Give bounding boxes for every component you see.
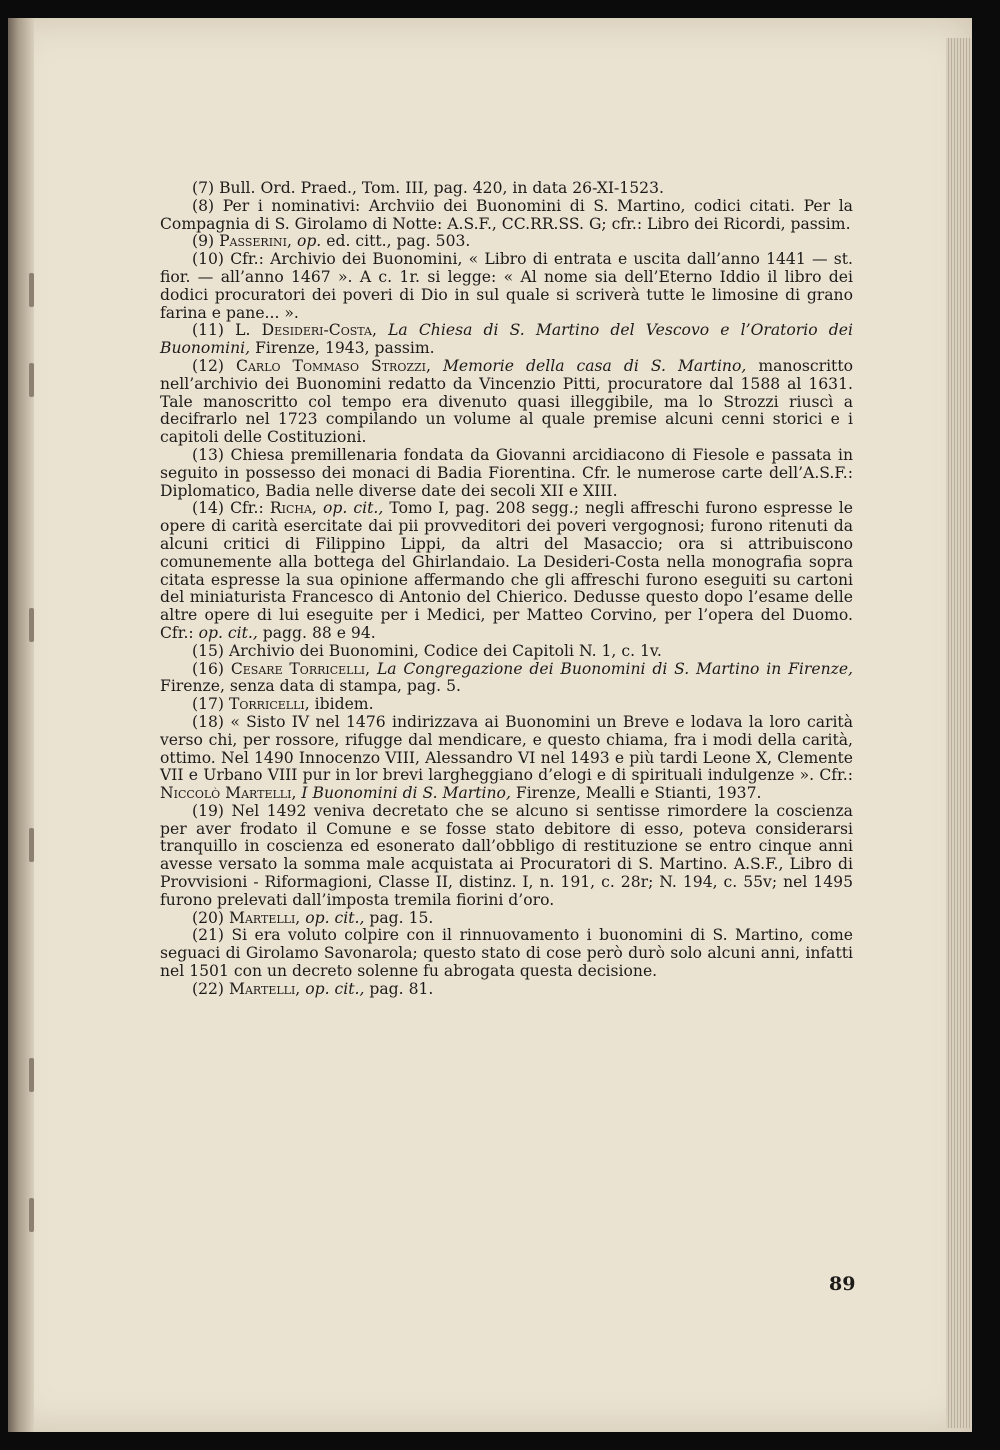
work-title: La Chiesa di S. Martino del Vescovo e l’Oratorio dei Buonomini, bbox=[160, 321, 853, 358]
binding-stitch bbox=[29, 608, 34, 642]
footnote-14: (14) Cfr.: Richa, op. cit., Tomo I, pag. 208 segg.; negli affreschi furono espresse le opere di carità esercitate dai pii provveditori dei poveri vergognosi; furono ritenuti da alcuni critici di Filippino Lippi, da altri del Masaccio; ora si attribuiscono comunemente alla bottega del Ghirlandaio. La Desideri-Costa nella monografia sopra citata espresse la sua opinione affermando che gli affreschi furono eseguiti su cartoni del miniaturista Francesco di Antonio del Chierico. Dedusse questo dopo l’esame delle altre opere di lui eseguite per i Medici, per Matteo Corvino, per l’opera del Duomo. Cfr.: op. cit., pagg. 88 e 94. bbox=[160, 499, 853, 642]
page-edges bbox=[946, 38, 972, 1428]
binding-stitch bbox=[29, 363, 34, 397]
work-title: La Congregazione dei Buonomini di S. Martino in Firenze, bbox=[376, 659, 854, 678]
author-name: Torricelli, bbox=[228, 695, 310, 714]
author-name: Martelli, bbox=[228, 979, 301, 998]
author-name: Carlo Tommaso Strozzi, bbox=[236, 356, 431, 375]
binding-stitch bbox=[29, 1198, 34, 1232]
binding-stitch bbox=[29, 828, 34, 862]
work-title: I Buonomini di S. Martino, bbox=[301, 784, 511, 803]
author-name: Cesare Torricelli, bbox=[230, 659, 371, 678]
footnote-12: (12) Carlo Tommaso Strozzi, Memorie della casa di S. Martino, manoscritto nell’archivio dei Buonomini redatto da Vincenzio Pitti, procuratore dal 1588 al 1631. Tale manoscritto col tempo era divenuto quasi illeggibile, ma lo Strozzi riuscì a decifrarlo nel 1723 compilando un volume al quale premise alcuni cenni storici e i capitoli delle Costituzioni. bbox=[160, 356, 853, 447]
footnote-22: (22) Martelli, op. cit., pag. 81. bbox=[192, 979, 434, 998]
footnote-11: (11) L. Desideri-Costa, La Chiesa di S. Martino del Vescovo e l’Oratorio dei Buonomini, Firenze, 1943, passim. bbox=[160, 321, 853, 358]
footnote-9: (9) Passerini, op. ed. citt., pag. 503. bbox=[192, 232, 471, 251]
author-name: Desideri-Costa, bbox=[261, 321, 377, 340]
footnotes bbox=[160, 180, 853, 999]
footnote-10: (10) Cfr.: Archivio dei Buonomini, « Libro di entrata e uscita dall’anno 1441 — st. fior. — all’anno 1467 ». A c. 1r. si legge: « Al nome sia dell’Eterno Iddio il libro dei dodici procuratori dei poveri di Dio in sul quale si scriverà tutte le limosine di grano farina e pane... ». bbox=[160, 250, 853, 322]
page-number: 89 bbox=[829, 1273, 856, 1295]
binding-stitch bbox=[29, 1058, 34, 1092]
footnote-7: (7) Bull. Ord. Praed., Tom. III, pag. 420, in data 26-XI-1523. bbox=[192, 179, 664, 197]
footnote-13: (13) Chiesa premillenaria fondata da Giovanni arcidiacono di Fiesole e passata in seguito in possesso dei monaci di Badia Fiorentina. Cfr. le numerose carte dell’A.S.F.: Diplomatico, Badia nelle diverse date dei secoli XII e XIII. bbox=[160, 445, 853, 500]
author-name: Richa, bbox=[269, 499, 317, 518]
footnote-16: (16) Cesare Torricelli, La Congregazione dei Buonomini di S. Martino in Firenze, Firenze, senza data di stampa, pag. 5. bbox=[160, 659, 854, 696]
footnote-15: (15) Archivio dei Buonomini, Codice dei Capitoli N. 1, c. 1v. bbox=[192, 641, 662, 660]
footnote-17: (17) Torricelli, ibidem. bbox=[192, 695, 374, 714]
footnote-20: (20) Martelli, op. cit., pag. 15. bbox=[192, 908, 434, 927]
author-name: Passerini, bbox=[219, 232, 292, 251]
footnote-19: (19) Nel 1492 veniva decretato che se alcuno si sentisse rimordere la coscienza per aver frodato il Comune e se fosse stato debitore di esso, poteva considerarsi tranquillo in coscienza ed esonerato dall’obbligo di restituzione se entro cinque anni avesse versato la somma male acquistata ai Procuratori di S. Martino. A.S.F., Libro di Provvisioni - Riformagioni, Classe II, distinz. I, n. 191, c. 28r; N. 194, c. 55v; nel 1495 furono prelevati dall’imposta tremila fiorini d’oro. bbox=[160, 801, 853, 909]
footnote-21: (21) Si era voluto colpire con il rinnuovamento i buonomini di S. Martino, come seguaci di Girolamo Savonarola; questo stato di cose però durò solo alcuni anni, infatti nel 1501 con un decreto solenne fu abrogata questa decisione. bbox=[160, 926, 853, 981]
footnote-8: (8) Per i nominativi: Archviio dei Buonomini di S. Martino, codici citati. Per la Compagnia di S. Girolamo di Notte: A.S.F., CC.RR.SS. G; cfr.: Libro dei Ricordi, passim. bbox=[160, 196, 853, 233]
author-name: Niccolò Martelli, bbox=[160, 784, 297, 803]
binding-stitch bbox=[29, 273, 34, 307]
author-name: Martelli, bbox=[228, 908, 301, 927]
work-title: Memorie della casa di S. Martino, bbox=[442, 356, 747, 375]
footnote-18: (18) « Sisto IV nel 1476 indirizzava ai Buonomini un Breve e lodava la loro carità verso chi, per rossore, rifugge dal mendicare, e questo chiama, fra i modi della carità, ottimo. Nel 1490 Innocenzo VIII, Alessandro VI nel 1493 e più tardi Leone X, Clemente VII e Urbano VIII pur in lor brevi largheggiano d’elogi e di spirituali indulgenze ». Cfr.: Niccolò Martelli, I Buonomini di S. Martino, Firenze, Mealli e Stianti, 1937. bbox=[160, 712, 853, 803]
